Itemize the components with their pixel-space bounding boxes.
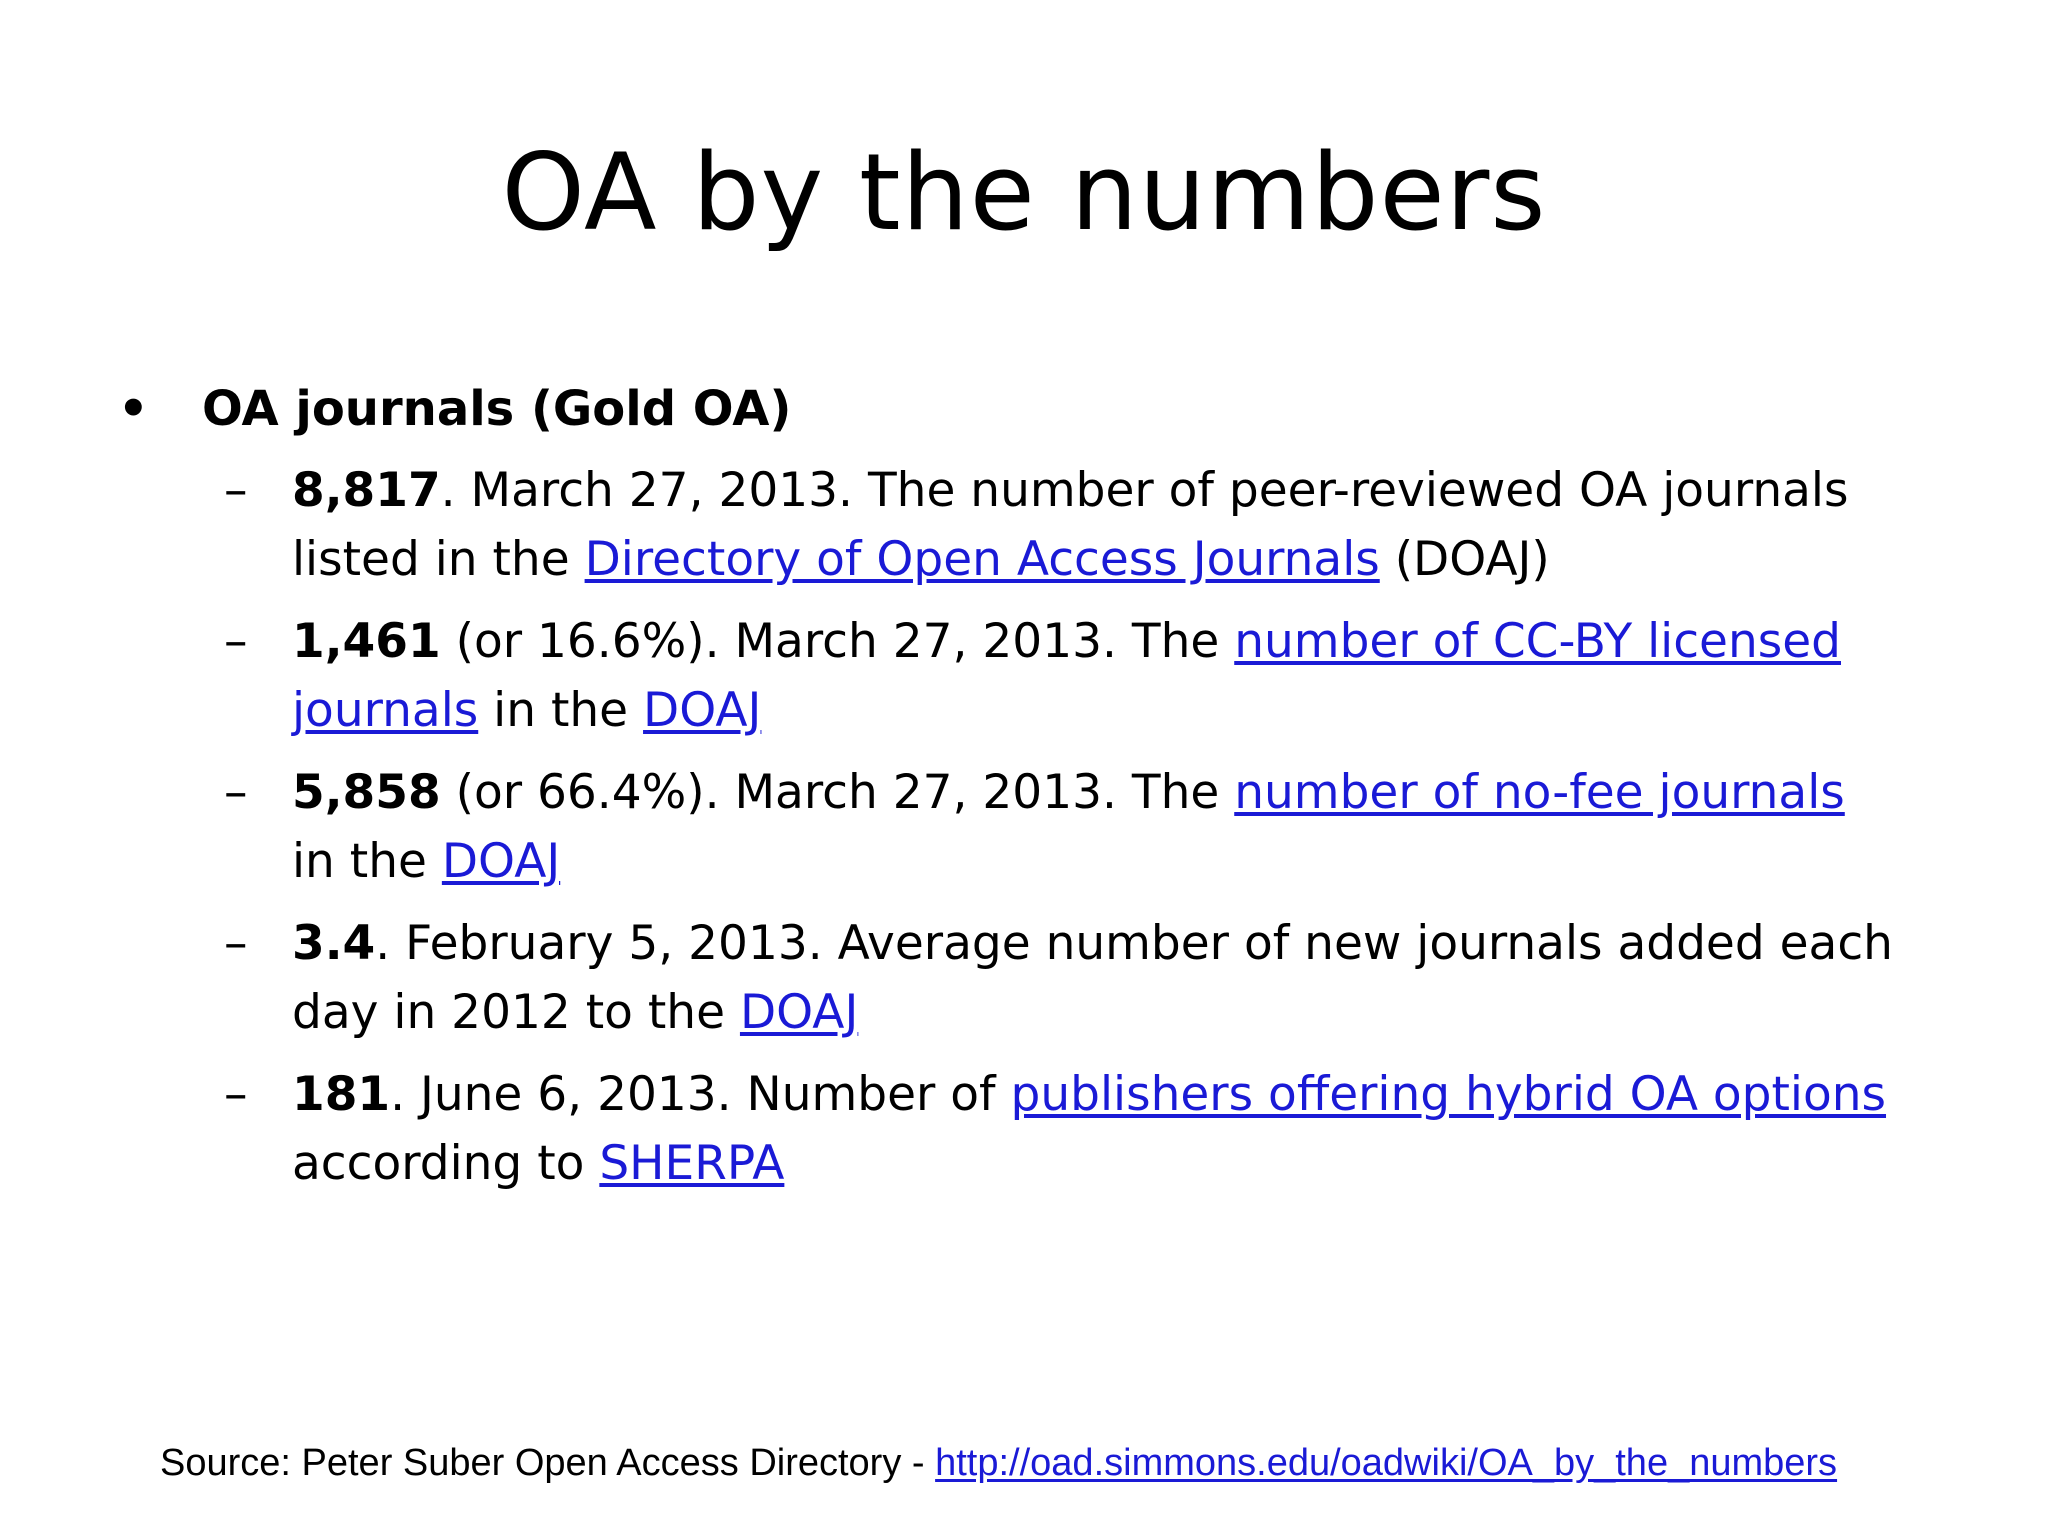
source-label: Source: Peter Suber Open Access Directory - (160, 1442, 936, 1484)
doaj-link[interactable]: DOAJ (643, 683, 762, 738)
item-number: 181 (292, 1067, 391, 1122)
item-text: . March 27, 2013. The number of peer-reviewed OA journals listed in the (292, 463, 1849, 587)
list-item (224, 758, 1902, 896)
bullet-dot-icon: • (118, 381, 149, 437)
cc-by-journals-link[interactable]: number of CC-BY licensed journals (292, 614, 1841, 738)
sherpa-link[interactable]: SHERPA (599, 1136, 785, 1191)
source-footer (160, 1440, 1837, 1486)
dash-icon: – (224, 614, 248, 669)
list-item (224, 909, 1902, 1047)
dash-icon: – (224, 1067, 248, 1122)
dash-icon: – (224, 765, 248, 820)
item-text: (or 66.4%). March 27, 2013. The (440, 765, 1235, 820)
sub-list (224, 456, 1904, 1211)
doaj-full-link[interactable]: Directory of Open Access Journals (584, 532, 1380, 587)
item-text: . February 5, 2013. Average number of new journals added each day in 2012 to the (292, 916, 1893, 1040)
bullet-heading: OA journals (Gold OA) (202, 381, 792, 437)
item-number: 1,461 (292, 614, 441, 669)
item-number: 5,858 (292, 765, 441, 820)
no-fee-journals-link[interactable]: number of no-fee journals (1234, 765, 1845, 820)
dash-icon: – (224, 916, 248, 971)
item-text: in the (478, 683, 644, 738)
doaj-link[interactable]: DOAJ (441, 834, 561, 889)
slide-title: OA by the numbers (501, 131, 1547, 254)
item-text: . June 6, 2013. Number of (390, 1067, 1011, 1122)
hybrid-oa-publishers-link[interactable]: publishers offering hybrid OA options (1010, 1067, 1887, 1122)
list-item (224, 607, 1902, 745)
source-url-link[interactable]: http://oad.simmons.edu/oadwiki/OA_by_the_numbers (935, 1442, 1838, 1484)
dash-icon: – (224, 463, 248, 518)
item-text: (or 16.6%). March 27, 2013. The (440, 614, 1235, 669)
list-item (224, 456, 1902, 594)
item-number: 3.4 (292, 916, 376, 971)
list-item (224, 1060, 1902, 1198)
item-text: in the (292, 834, 442, 889)
item-number: 8,817 (292, 463, 441, 518)
item-text: (DOAJ) (1379, 532, 1550, 587)
item-text: according to (292, 1136, 600, 1191)
doaj-link[interactable]: DOAJ (739, 985, 859, 1040)
